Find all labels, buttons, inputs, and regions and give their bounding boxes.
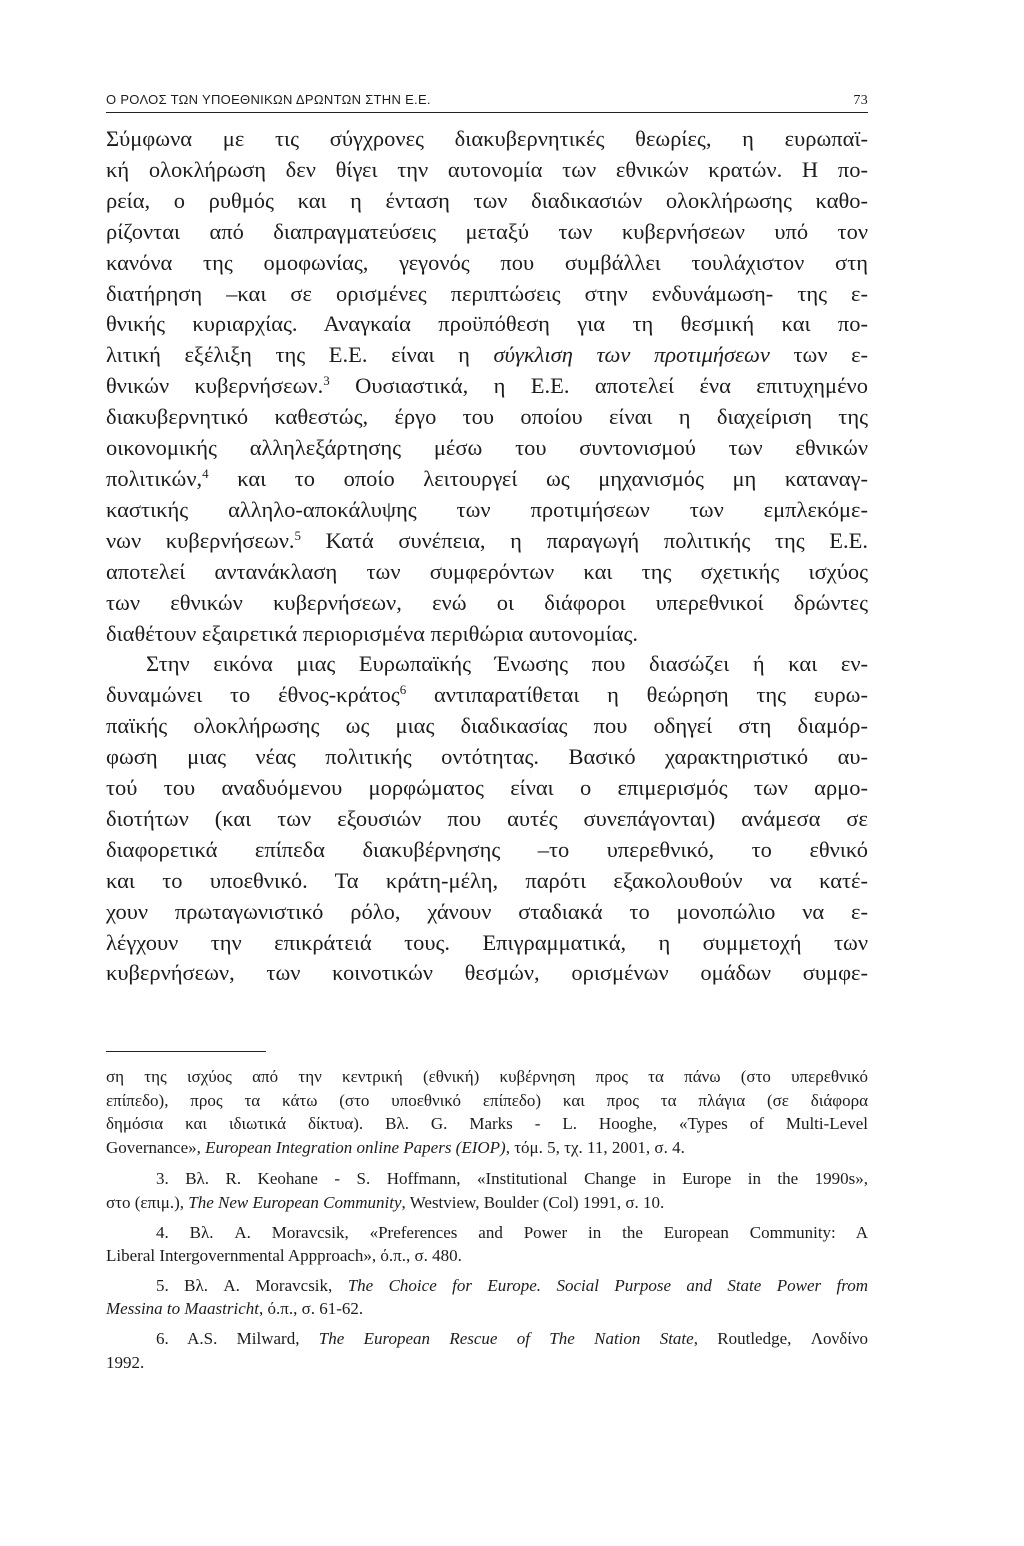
text-line: οικονομικής αλληλεξάρτησης μέσω του συντονισμού των εθνικών <box>106 435 868 461</box>
note-line: 1992. <box>106 1352 145 1372</box>
emphasis: The Choice for Europe. Social Purpose and State Power from <box>347 1275 868 1295</box>
text-line: των εθνικών κυβερνήσεων, ενώ οι διάφοροι υπερεθνικοί δρώντες <box>106 589 868 615</box>
text-line: θνικής κυριαρχίας. Αναγκαία προϋπόθεση για τη θεσμική και πο- <box>106 311 868 337</box>
note-line: Liberal Intergovernmental Appproach», ό.π., σ. 480. <box>106 1246 462 1266</box>
text-line: τού του αναδυόμενου μορφώματος είναι ο επιμερισμός των αρμο- <box>106 775 868 801</box>
text-run: και το οποίο λειτουργεί ως μηχανισμός μη καταναγ- <box>208 465 868 491</box>
text-line: διατήρηση –και σε ορισμένες περιπτώσεις στην ενδυνάμωση- της ε- <box>106 280 868 306</box>
note-line <box>106 1191 868 1215</box>
footnote-separator <box>106 1051 266 1052</box>
text-run: νων κυβερνήσεων. <box>106 527 295 553</box>
text-line: λέγχουν την επικράτειά τους. Επιγραμματικά, η συμμετοχή των <box>106 929 868 955</box>
text-line <box>106 680 868 711</box>
note-line: ση της ισχύος από την κεντρική (εθνική) κυβέρνηση προς τα πάνω (στο υπερεθνικό <box>106 1067 868 1086</box>
text-line: Σύμφωνα με τις σύγχρονες διακυβερνητικές θεωρίες, η ευρωπαϊ- <box>106 126 868 151</box>
text-line: κή ολοκλήρωση δεν θίγει την αυτονομία των εθνικών κρατών. Η πο- <box>106 156 868 182</box>
emphasis: The European Rescue of The Nation State <box>318 1328 694 1348</box>
footnote-4 <box>106 1221 868 1268</box>
text-run: δυναμώνει το έθνος-κράτος <box>106 682 400 708</box>
text-run: , Routledge, Λονδίνο <box>693 1328 868 1348</box>
text-line: διαφορετικά επίπεδα διακυβέρνησης –το υπερεθνικό, το εθνικό <box>106 836 868 862</box>
footnote-ref-3[interactable]: 3 <box>323 373 330 389</box>
text-line: κυβερνήσεων, των κοινοτικών θεσμών, ορισμένων ομάδων συμφε- <box>106 960 868 986</box>
text-line: διαθέτουν εξαιρετικά περιορισμένα περιθώρια αυτονομίας. <box>106 620 639 646</box>
running-title: Ο ΡΟΛΟΣ ΤΩΝ ΥΠΟΕΘΝΙΚΩΝ ΔΡΩΝΤΩΝ ΣΤΗΝ Ε.Ε. <box>106 92 431 107</box>
text-run: 5. Βλ. A. Moravcsik, <box>156 1275 348 1295</box>
text-line <box>106 464 868 495</box>
text-line: διακυβερνητικό καθεστώς, έργο του οποίου είναι η διαχείριση της <box>106 404 868 430</box>
emphasis: European Integration online Papers (EIOP) <box>205 1137 506 1157</box>
text-run: , τόμ. 5, τχ. 11, 2001, σ. 4. <box>505 1137 685 1157</box>
paragraph-1 <box>106 124 868 649</box>
note-line: επίπεδο), προς τα κάτω (στο υποεθνικό επίπεδο) και προς τα πλάγια (σε διάφορα <box>106 1090 868 1110</box>
text-line: και το υποεθνικό. Τα κράτη-μέλη, παρότι εξακολουθούν να κατέ- <box>106 867 868 893</box>
emphasis: The New European Community <box>188 1192 402 1212</box>
text-line: ρεία, ο ρυθμός και η ένταση των διαδικασιών ολοκλήρωσης καθο- <box>106 187 868 213</box>
text-run: λιτική εξέλιξη της Ε.Ε. είναι η <box>106 342 494 368</box>
text-run: , ό.π., σ. 61-62. <box>259 1299 364 1319</box>
text-line: ρίζονται από διαπραγματεύσεις μεταξύ των κυβερνήσεων υπό τον <box>106 218 868 244</box>
note-line: 3. Βλ. R. Keohane - S. Hoffmann, «Institutional Change in Europe in the 1990s», <box>156 1169 868 1189</box>
footnote-ref-5[interactable]: 5 <box>294 527 302 543</box>
text-line: κανόνα της ομοφωνίας, γεγονός που συμβάλλει τουλάχιστον στη <box>106 249 868 275</box>
running-header <box>106 92 868 113</box>
note-line <box>106 1136 868 1160</box>
text-line <box>106 340 868 371</box>
footnotes <box>106 1065 868 1380</box>
text-line: διοτήτων (και των εξουσιών που αυτές συνεπάγονται) ανάμεσα σε <box>106 805 868 831</box>
note-line <box>106 1327 868 1351</box>
text-line <box>106 526 868 557</box>
text-line: χουν πρωταγωνιστικό ρόλο, χάνουν σταδιακά το μονοπώλιο να ε- <box>106 898 868 924</box>
text-line: παϊκής ολοκλήρωσης ως μιας διαδικασίας που οδηγεί στη διαμόρ- <box>106 713 868 739</box>
text-line: φωση μιας νέας πολιτικής οντότητας. Βασικό χαρακτηριστικό αυ- <box>106 744 868 770</box>
text-run: Ουσιαστικά, η Ε.Ε. αποτελεί ένα επιτυχημένο <box>329 373 868 399</box>
text-run: 6. A.S. Milward, <box>156 1328 319 1348</box>
text-run: θνικών κυβερνήσεων. <box>106 373 324 399</box>
text-run: Κατά συνέπεια, η παραγωγή πολιτικής της Ε.Ε. <box>301 527 868 553</box>
text-line: αποτελεί αντανάκλαση των συμφερόντων και της σχετικής ισχύος <box>106 558 868 584</box>
footnote-3 <box>106 1167 868 1214</box>
text-line: καστικής αλληλο-αποκάλυψης των προτιμήσεων των εμπλεκόμε- <box>106 496 868 522</box>
text-run: Governance», <box>106 1137 206 1157</box>
text-run: στο (επιμ.), <box>106 1192 189 1212</box>
text-run: αντιπαρατίθεται η θεώρηση της ευρω- <box>406 682 868 708</box>
footnote-ref-4[interactable]: 4 <box>202 465 209 481</box>
emphasis: Messina to Maastricht <box>106 1299 259 1319</box>
text-line: Στην εικόνα μιας Ευρωπαϊκής Ένωσης που διασώζει ή και εν- <box>146 651 868 677</box>
note-line: δημόσια και ιδιωτικά δίκτυα). Βλ. G. Marks - L. Hooghe, «Types of Multi-Level <box>106 1114 868 1134</box>
note-line: 4. Βλ. A. Moravcsik, «Preferences and Power in the European Community: A <box>156 1222 868 1242</box>
emphasis: σύγκλιση των προτιμήσεων <box>493 342 770 368</box>
text-run: πολιτικών, <box>106 465 203 491</box>
main-text <box>106 124 868 989</box>
footnote-6 <box>106 1327 868 1374</box>
note-line <box>106 1297 868 1321</box>
text-line <box>106 371 868 402</box>
text-run: , Westview, Boulder (Col) 1991, σ. 10. <box>401 1192 665 1212</box>
footnote-continuation <box>106 1065 868 1159</box>
note-line <box>106 1274 868 1298</box>
paragraph-2 <box>106 649 868 989</box>
text-run: των ε- <box>769 342 869 368</box>
footnote-5 <box>106 1274 868 1321</box>
page-number: 73 <box>853 93 868 108</box>
footnote-ref-6[interactable]: 6 <box>399 682 407 698</box>
